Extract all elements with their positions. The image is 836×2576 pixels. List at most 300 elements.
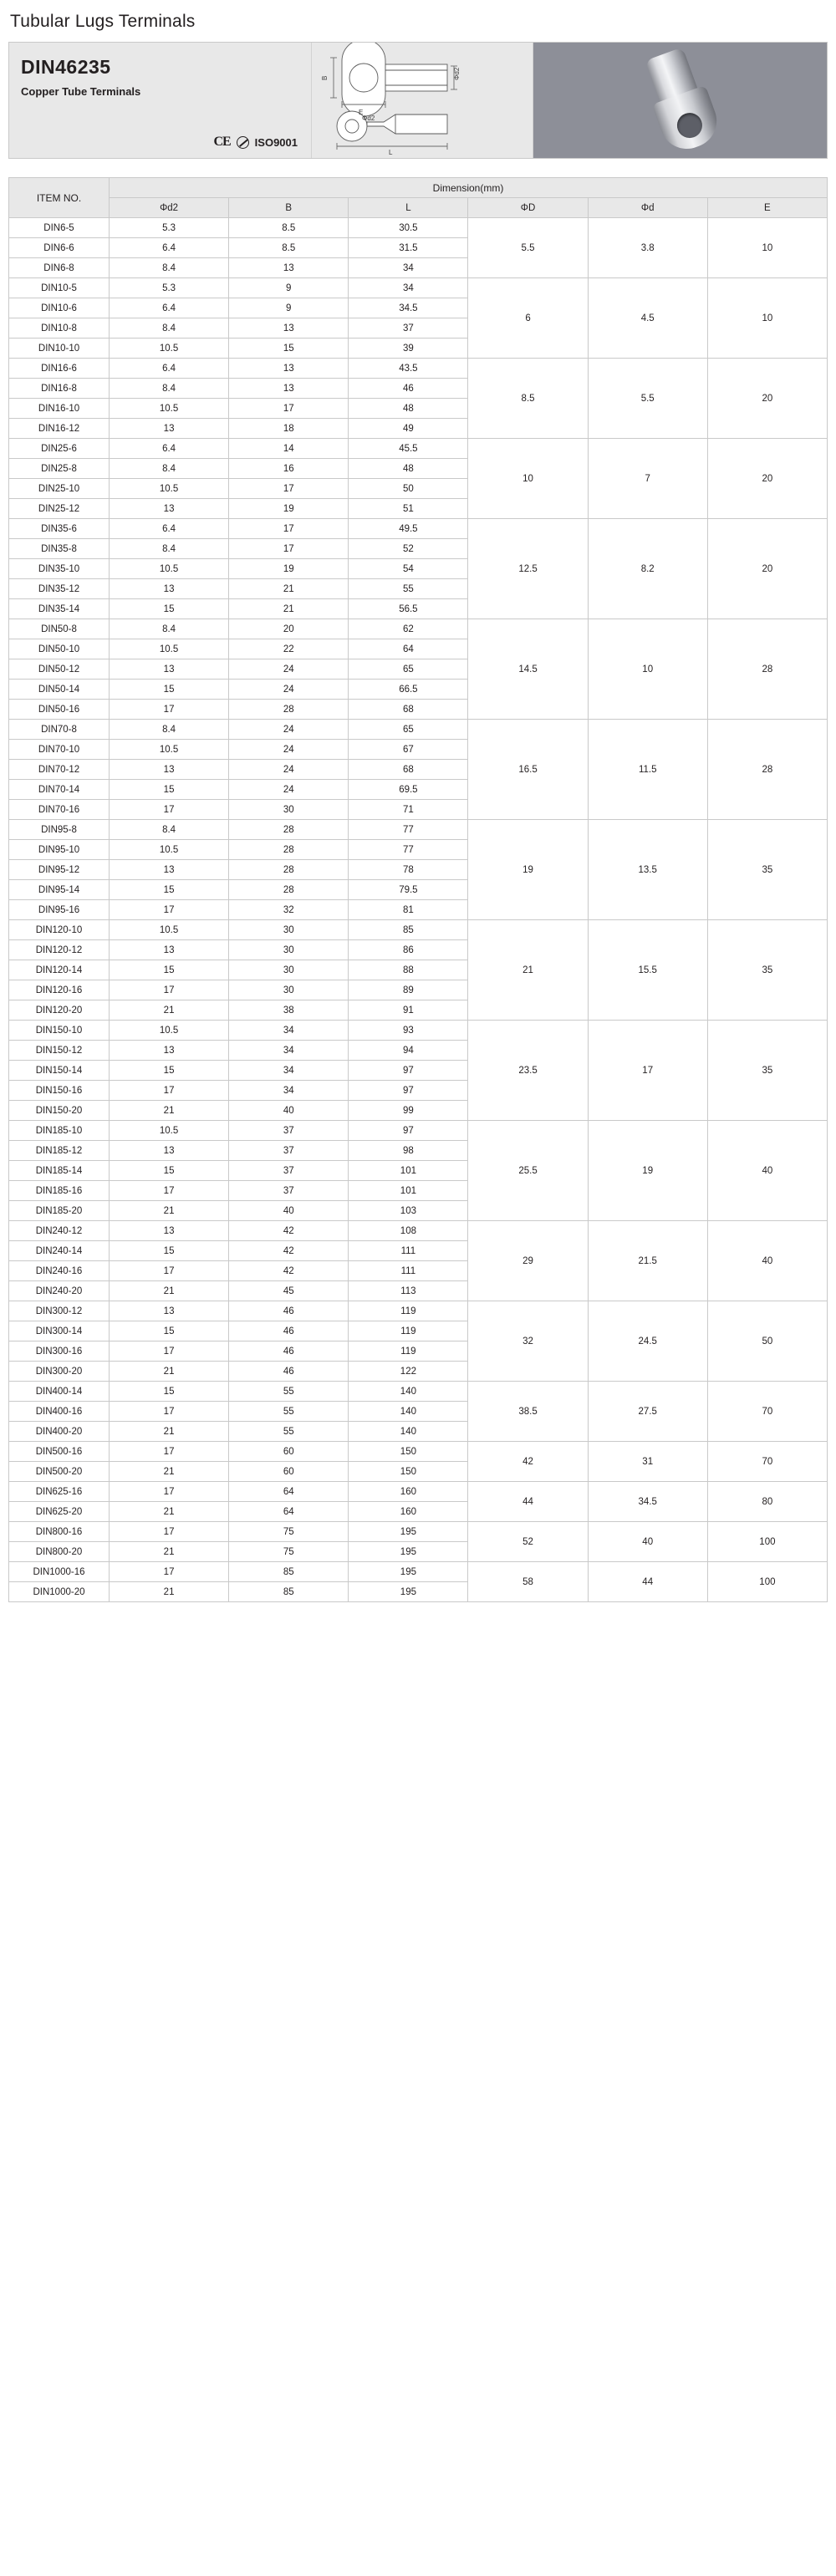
cell-item-no: DIN300-12 (9, 1301, 110, 1321)
cell-b: 17 (229, 539, 349, 559)
cell-l: 160 (349, 1502, 468, 1522)
cell-b: 24 (229, 680, 349, 700)
cell-item-no: DIN625-16 (9, 1482, 110, 1502)
table-row (9, 1301, 828, 1321)
cell-b: 38 (229, 1000, 349, 1021)
cell-b: 37 (229, 1121, 349, 1141)
cell-phi-d2: 10.5 (110, 920, 229, 940)
cell-phi-d2: 17 (110, 900, 229, 920)
cell-e: 10 (707, 218, 827, 278)
table-row (9, 1021, 828, 1041)
cell-b: 46 (229, 1341, 349, 1362)
cell-phi-d: 24.5 (588, 1301, 707, 1382)
cell-e: 20 (707, 359, 827, 439)
label-b: B (321, 75, 329, 80)
cell-item-no: DIN25-8 (9, 459, 110, 479)
cell-b: 28 (229, 820, 349, 840)
cell-phi-d2: 21 (110, 1362, 229, 1382)
label-l: L (389, 149, 393, 156)
cell-phi-d: 31 (588, 1442, 707, 1482)
table-row (9, 1382, 828, 1402)
cell-e: 28 (707, 619, 827, 720)
cell-l: 62 (349, 619, 468, 639)
cell-item-no: DIN70-8 (9, 720, 110, 740)
cell-b: 30 (229, 960, 349, 980)
cell-phi-d: 4.5 (588, 278, 707, 359)
cell-e: 100 (707, 1562, 827, 1602)
cell-phi-d2: 5.3 (110, 218, 229, 238)
cell-b: 14 (229, 439, 349, 459)
lug-illustration (634, 43, 727, 158)
cell-phi-d2: 15 (110, 1382, 229, 1402)
cell-phi-d2: 13 (110, 499, 229, 519)
cell-l: 34 (349, 278, 468, 298)
cell-phi-d: 19 (588, 1121, 707, 1221)
cell-l: 103 (349, 1201, 468, 1221)
cell-l: 119 (349, 1341, 468, 1362)
cell-phi-d2: 15 (110, 1061, 229, 1081)
cell-l: 46 (349, 379, 468, 399)
cell-phi-d: 17 (588, 1021, 707, 1121)
cell-phi-d2: 10.5 (110, 479, 229, 499)
table-row (9, 519, 828, 539)
table-row (9, 1522, 828, 1542)
cell-b: 42 (229, 1241, 349, 1261)
cell-b: 9 (229, 298, 349, 318)
cell-phi-d2: 10.5 (110, 559, 229, 579)
cell-phi-d2: 10.5 (110, 1021, 229, 1041)
cell-phi-d2: 15 (110, 599, 229, 619)
cell-item-no: DIN500-20 (9, 1462, 110, 1482)
header-phi-D: ΦD (468, 198, 588, 218)
cell-l: 99 (349, 1101, 468, 1121)
cell-item-no: DIN300-16 (9, 1341, 110, 1362)
cell-b: 21 (229, 599, 349, 619)
cell-b: 16 (229, 459, 349, 479)
cell-b: 19 (229, 559, 349, 579)
specification-table (8, 177, 828, 1602)
cell-phi-d: 34.5 (588, 1482, 707, 1522)
cell-l: 77 (349, 820, 468, 840)
cell-phi-d2: 13 (110, 1301, 229, 1321)
cell-phi-D: 19 (468, 820, 588, 920)
cell-phi-d: 15.5 (588, 920, 707, 1021)
cell-e: 28 (707, 720, 827, 820)
cell-b: 85 (229, 1582, 349, 1602)
cell-item-no: DIN16-8 (9, 379, 110, 399)
cell-item-no: DIN50-8 (9, 619, 110, 639)
table-row (9, 439, 828, 459)
cell-item-no: DIN120-16 (9, 980, 110, 1000)
cell-item-no: DIN1000-16 (9, 1562, 110, 1582)
cell-phi-D: 21 (468, 920, 588, 1021)
cell-l: 101 (349, 1161, 468, 1181)
table-row (9, 1121, 828, 1141)
cell-item-no: DIN120-20 (9, 1000, 110, 1021)
cell-phi-D: 12.5 (468, 519, 588, 619)
cell-l: 45.5 (349, 439, 468, 459)
cell-phi-D: 52 (468, 1522, 588, 1562)
product-model: DIN46235 (21, 56, 111, 78)
cell-phi-D: 23.5 (468, 1021, 588, 1121)
cell-l: 113 (349, 1281, 468, 1301)
cell-l: 97 (349, 1061, 468, 1081)
rohs-circle-icon (237, 136, 249, 149)
table-row (9, 359, 828, 379)
cell-phi-d2: 21 (110, 1000, 229, 1021)
cell-phi-D: 42 (468, 1442, 588, 1482)
page-title: Tubular Lugs Terminals (10, 12, 196, 31)
cell-b: 24 (229, 760, 349, 780)
cell-l: 89 (349, 980, 468, 1000)
cell-l: 195 (349, 1542, 468, 1562)
cell-phi-d2: 17 (110, 1261, 229, 1281)
cell-b: 8.5 (229, 238, 349, 258)
cell-phi-d2: 13 (110, 1221, 229, 1241)
table-row (9, 720, 828, 740)
cell-phi-d: 27.5 (588, 1382, 707, 1442)
cell-item-no: DIN10-6 (9, 298, 110, 318)
cell-phi-d2: 17 (110, 700, 229, 720)
cell-item-no: DIN150-10 (9, 1021, 110, 1041)
cell-phi-d2: 17 (110, 1442, 229, 1462)
cell-item-no: DIN70-12 (9, 760, 110, 780)
cell-phi-d2: 15 (110, 1241, 229, 1261)
cell-e: 20 (707, 439, 827, 519)
cell-item-no: DIN400-16 (9, 1402, 110, 1422)
cell-l: 54 (349, 559, 468, 579)
cell-phi-d2: 21 (110, 1422, 229, 1442)
cell-item-no: DIN800-16 (9, 1522, 110, 1542)
cell-item-no: DIN70-16 (9, 800, 110, 820)
cell-b: 60 (229, 1442, 349, 1462)
cell-phi-d: 21.5 (588, 1221, 707, 1301)
cell-l: 97 (349, 1081, 468, 1101)
cell-l: 55 (349, 579, 468, 599)
header-e: E (707, 198, 827, 218)
cell-l: 81 (349, 900, 468, 920)
cell-l: 98 (349, 1141, 468, 1161)
cell-e: 100 (707, 1522, 827, 1562)
cell-l: 140 (349, 1382, 468, 1402)
cell-b: 28 (229, 860, 349, 880)
cell-phi-D: 14.5 (468, 619, 588, 720)
cell-item-no: DIN35-8 (9, 539, 110, 559)
cell-item-no: DIN240-12 (9, 1221, 110, 1241)
cell-b: 13 (229, 258, 349, 278)
cell-phi-d2: 5.3 (110, 278, 229, 298)
cell-l: 49.5 (349, 519, 468, 539)
table-row (9, 920, 828, 940)
cell-b: 42 (229, 1261, 349, 1281)
cell-phi-d2: 17 (110, 1562, 229, 1582)
cell-phi-d2: 17 (110, 1341, 229, 1362)
cell-b: 64 (229, 1502, 349, 1522)
label-phi-d2-side: Φd2 (362, 115, 375, 122)
cell-b: 24 (229, 780, 349, 800)
cell-phi-d2: 21 (110, 1462, 229, 1482)
cell-b: 13 (229, 359, 349, 379)
cell-e: 40 (707, 1221, 827, 1301)
cell-l: 140 (349, 1422, 468, 1442)
cell-b: 30 (229, 800, 349, 820)
cell-item-no: DIN25-12 (9, 499, 110, 519)
cell-l: 34 (349, 258, 468, 278)
cell-b: 19 (229, 499, 349, 519)
cell-b: 24 (229, 740, 349, 760)
cell-phi-d2: 15 (110, 680, 229, 700)
cell-e: 50 (707, 1301, 827, 1382)
cell-item-no: DIN10-10 (9, 339, 110, 359)
cell-item-no: DIN35-14 (9, 599, 110, 619)
cell-item-no: DIN150-16 (9, 1081, 110, 1101)
cell-l: 111 (349, 1261, 468, 1281)
cell-item-no: DIN120-10 (9, 920, 110, 940)
cell-item-no: DIN120-12 (9, 940, 110, 960)
cell-b: 85 (229, 1562, 349, 1582)
cell-l: 56.5 (349, 599, 468, 619)
cell-l: 30.5 (349, 218, 468, 238)
cell-l: 49 (349, 419, 468, 439)
cell-b: 22 (229, 639, 349, 659)
cell-item-no: DIN50-16 (9, 700, 110, 720)
cell-item-no: DIN240-14 (9, 1241, 110, 1261)
cell-phi-d2: 6.4 (110, 238, 229, 258)
cell-b: 17 (229, 399, 349, 419)
label-e: E (359, 109, 364, 116)
table-row (9, 1221, 828, 1241)
cell-item-no: DIN70-14 (9, 780, 110, 800)
cell-e: 20 (707, 519, 827, 619)
cell-phi-D: 32 (468, 1301, 588, 1382)
cell-l: 52 (349, 539, 468, 559)
cell-item-no: DIN185-10 (9, 1121, 110, 1141)
cell-phi-d2: 13 (110, 860, 229, 880)
cell-phi-d2: 17 (110, 800, 229, 820)
technical-drawing-panel (312, 43, 533, 158)
table-header-row-1 (9, 178, 828, 198)
cell-item-no: DIN50-14 (9, 680, 110, 700)
cell-b: 34 (229, 1021, 349, 1041)
cell-b: 20 (229, 619, 349, 639)
cell-b: 24 (229, 659, 349, 680)
cell-l: 150 (349, 1462, 468, 1482)
product-header-band (8, 42, 828, 159)
cell-l: 77 (349, 840, 468, 860)
cell-phi-d2: 10.5 (110, 1121, 229, 1141)
cell-phi-d2: 13 (110, 579, 229, 599)
cell-phi-d: 10 (588, 619, 707, 720)
cell-phi-d2: 8.4 (110, 539, 229, 559)
cell-e: 10 (707, 278, 827, 359)
cell-l: 79.5 (349, 880, 468, 900)
table-row (9, 619, 828, 639)
cell-l: 94 (349, 1041, 468, 1061)
cell-phi-d2: 13 (110, 760, 229, 780)
cell-phi-d2: 8.4 (110, 258, 229, 278)
cell-item-no: DIN95-10 (9, 840, 110, 860)
cell-phi-d: 8.2 (588, 519, 707, 619)
cell-phi-d2: 15 (110, 960, 229, 980)
cell-phi-d: 7 (588, 439, 707, 519)
cell-phi-d2: 15 (110, 780, 229, 800)
table-row (9, 1482, 828, 1502)
cell-phi-d: 40 (588, 1522, 707, 1562)
cell-l: 140 (349, 1402, 468, 1422)
cell-b: 40 (229, 1201, 349, 1221)
cell-phi-d2: 10.5 (110, 639, 229, 659)
cell-item-no: DIN185-12 (9, 1141, 110, 1161)
cell-l: 48 (349, 459, 468, 479)
cell-l: 195 (349, 1582, 468, 1602)
cell-item-no: DIN185-16 (9, 1181, 110, 1201)
cell-l: 86 (349, 940, 468, 960)
cell-b: 28 (229, 840, 349, 860)
cell-item-no: DIN25-6 (9, 439, 110, 459)
cell-l: 51 (349, 499, 468, 519)
cell-phi-d: 3.8 (588, 218, 707, 278)
table-row (9, 1562, 828, 1582)
iso9001-label: ISO9001 (254, 135, 298, 149)
cell-b: 42 (229, 1221, 349, 1241)
cell-item-no: DIN6-5 (9, 218, 110, 238)
cell-item-no: DIN240-16 (9, 1261, 110, 1281)
cell-e: 35 (707, 820, 827, 920)
cell-l: 39 (349, 339, 468, 359)
header-dimension-group: Dimension(mm) (110, 178, 828, 198)
cell-phi-d2: 15 (110, 1161, 229, 1181)
cell-l: 68 (349, 760, 468, 780)
cell-b: 18 (229, 419, 349, 439)
cell-e: 40 (707, 1121, 827, 1221)
cell-phi-d2: 21 (110, 1281, 229, 1301)
label-phi-d2: Φd2 (453, 67, 461, 80)
cell-item-no: DIN150-20 (9, 1101, 110, 1121)
cell-phi-d2: 17 (110, 1482, 229, 1502)
table-row (9, 820, 828, 840)
cell-b: 34 (229, 1081, 349, 1101)
cell-l: 119 (349, 1321, 468, 1341)
cell-phi-d2: 13 (110, 940, 229, 960)
table-row (9, 278, 828, 298)
cell-phi-d2: 13 (110, 659, 229, 680)
cell-b: 37 (229, 1141, 349, 1161)
cell-l: 101 (349, 1181, 468, 1201)
cell-l: 50 (349, 479, 468, 499)
cell-item-no: DIN185-20 (9, 1201, 110, 1221)
cell-l: 78 (349, 860, 468, 880)
cell-phi-D: 5.5 (468, 218, 588, 278)
cell-phi-d: 44 (588, 1562, 707, 1602)
cell-item-no: DIN500-16 (9, 1442, 110, 1462)
cell-b: 28 (229, 700, 349, 720)
cell-l: 93 (349, 1021, 468, 1041)
cell-b: 60 (229, 1462, 349, 1482)
cell-b: 17 (229, 519, 349, 539)
cell-item-no: DIN16-10 (9, 399, 110, 419)
cell-b: 55 (229, 1422, 349, 1442)
cell-phi-D: 8.5 (468, 359, 588, 439)
cell-phi-d2: 10.5 (110, 399, 229, 419)
cell-phi-D: 38.5 (468, 1382, 588, 1442)
cell-l: 71 (349, 800, 468, 820)
cell-item-no: DIN70-10 (9, 740, 110, 760)
product-photo (533, 43, 827, 158)
product-info-panel (9, 43, 312, 158)
header-phi-d: Φd (588, 198, 707, 218)
cell-l: 111 (349, 1241, 468, 1261)
cell-b: 21 (229, 579, 349, 599)
cell-item-no: DIN95-14 (9, 880, 110, 900)
cell-e: 70 (707, 1442, 827, 1482)
cell-phi-d2: 6.4 (110, 439, 229, 459)
cell-item-no: DIN150-14 (9, 1061, 110, 1081)
cell-l: 91 (349, 1000, 468, 1021)
ce-mark-icon: CE (213, 135, 231, 149)
cell-phi-d2: 21 (110, 1502, 229, 1522)
cell-b: 45 (229, 1281, 349, 1301)
cell-e: 35 (707, 1021, 827, 1121)
cell-phi-d2: 13 (110, 1041, 229, 1061)
cell-l: 88 (349, 960, 468, 980)
cell-phi-d2: 17 (110, 1522, 229, 1542)
cell-b: 37 (229, 1181, 349, 1201)
cell-item-no: DIN10-5 (9, 278, 110, 298)
header-b: B (229, 198, 349, 218)
cell-b: 34 (229, 1041, 349, 1061)
cell-b: 37 (229, 1161, 349, 1181)
cell-phi-d2: 13 (110, 419, 229, 439)
cell-phi-d2: 6.4 (110, 359, 229, 379)
cell-b: 75 (229, 1542, 349, 1562)
cell-item-no: DIN400-20 (9, 1422, 110, 1442)
cell-item-no: DIN10-8 (9, 318, 110, 339)
cell-item-no: DIN300-20 (9, 1362, 110, 1382)
cell-phi-d2: 8.4 (110, 379, 229, 399)
cell-l: 195 (349, 1562, 468, 1582)
cell-b: 46 (229, 1301, 349, 1321)
cell-b: 75 (229, 1522, 349, 1542)
cell-l: 195 (349, 1522, 468, 1542)
header-l: L (349, 198, 468, 218)
cell-item-no: DIN50-12 (9, 659, 110, 680)
cell-phi-d2: 17 (110, 1402, 229, 1422)
cell-item-no: DIN16-12 (9, 419, 110, 439)
cell-l: 48 (349, 399, 468, 419)
cell-e: 35 (707, 920, 827, 1021)
cell-phi-d2: 17 (110, 980, 229, 1000)
cell-phi-d2: 8.4 (110, 318, 229, 339)
cell-l: 65 (349, 720, 468, 740)
cell-l: 160 (349, 1482, 468, 1502)
cell-item-no: DIN800-20 (9, 1542, 110, 1562)
cell-item-no: DIN25-10 (9, 479, 110, 499)
cell-phi-d2: 8.4 (110, 820, 229, 840)
cell-item-no: DIN185-14 (9, 1161, 110, 1181)
cell-b: 13 (229, 318, 349, 339)
certification-badges (213, 135, 298, 150)
cell-item-no: DIN50-10 (9, 639, 110, 659)
cell-b: 32 (229, 900, 349, 920)
cell-phi-d2: 21 (110, 1542, 229, 1562)
cell-phi-D: 29 (468, 1221, 588, 1301)
cell-b: 30 (229, 920, 349, 940)
cell-e: 80 (707, 1482, 827, 1522)
cell-item-no: DIN150-12 (9, 1041, 110, 1061)
cell-b: 46 (229, 1362, 349, 1382)
table-header-row-2 (9, 198, 828, 218)
cell-l: 34.5 (349, 298, 468, 318)
